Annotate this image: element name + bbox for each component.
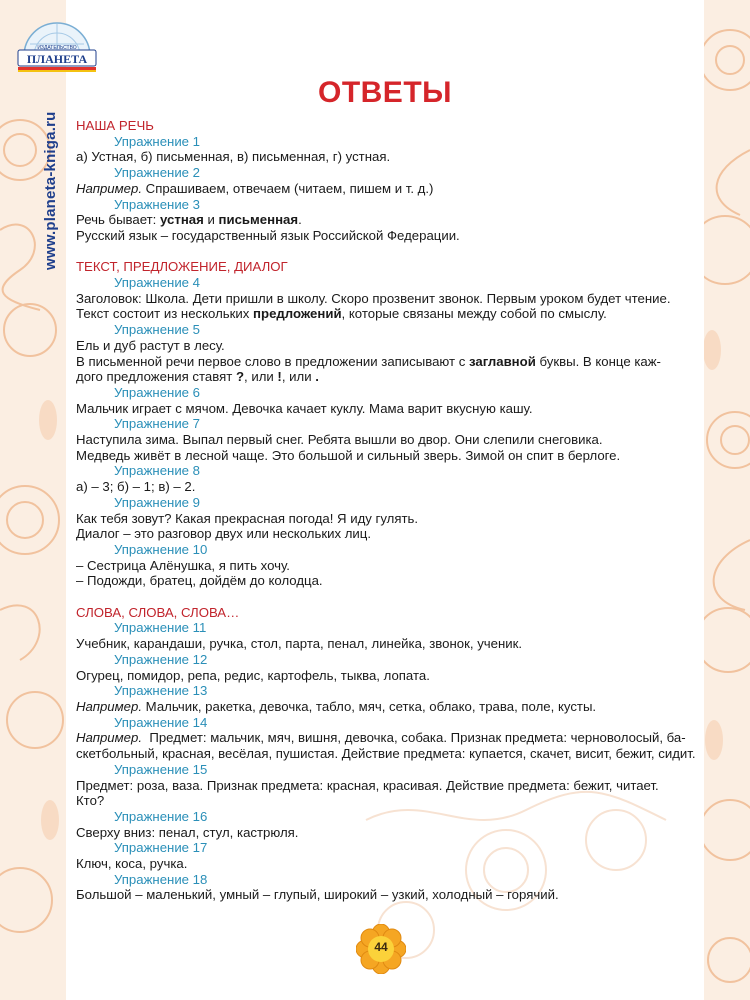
exercise-heading: Упражнение 2	[114, 165, 201, 181]
answer-line	[76, 212, 698, 228]
exercise-heading: Упражнение 11	[114, 620, 207, 636]
answer-line: а) – 3; б) – 1; в) – 2.	[76, 479, 196, 495]
bold-term: устная	[160, 212, 204, 228]
bold-term: предложений	[253, 306, 342, 322]
answer-line: – Подожди, братец, дойдём до колодца.	[76, 573, 323, 589]
answer-line: Диалог – это разговор двух или нескольких лиц.	[76, 526, 371, 542]
exercise-heading: Упражнение 16	[114, 808, 208, 824]
answer-line: Мальчик играет с мячом. Девочка качает куклу. Мама варит вкусную кашу.	[76, 400, 533, 416]
bold-term: !	[277, 369, 282, 385]
page-title: ОТВЕТЫ	[317, 76, 453, 109]
answer-text: Предмет: мальчик, мяч, вишня, девочка, собака. Признак предмета: черноволосый, ба-	[142, 730, 686, 746]
answer-line: скетбольный, красная, весёлая, пушистая. Действие предмета: купается, скачет, висит, бежит, сидит.	[76, 746, 696, 762]
answer-text: Спрашиваем, отвечаем (читаем, пишем и т. д.)	[142, 180, 434, 196]
answer-line: Русский язык – государственный язык Российской Федерации.	[76, 227, 460, 243]
answer-line	[76, 699, 698, 715]
answer-text: дого предложения ставят	[76, 369, 236, 385]
answers-content	[76, 118, 698, 903]
exercise-heading: Упражнение 5	[114, 322, 201, 338]
answer-line: Сверху вниз: пенал, стул, кастрюля.	[76, 824, 299, 840]
section-heading: НАША РЕЧЬ	[76, 118, 154, 133]
exercise-heading: Упражнение 17	[114, 840, 208, 856]
answer-line: Ель и дуб растут в лесу.	[76, 337, 225, 353]
exercise-heading: Упражнение 9	[114, 494, 201, 510]
exercise-heading: Упражнение 13	[114, 683, 208, 699]
exercise-heading: Упражнение 3	[114, 196, 201, 212]
answer-line: Заголовок: Школа. Дети пришли в школу. Скоро прозвенит звонок. Первым уроком будет чтение.	[76, 290, 671, 306]
answer-text: .	[298, 212, 302, 228]
answer-line	[76, 730, 698, 746]
bold-term: письменная	[218, 212, 299, 228]
answer-line: Учебник, карандаши, ручка, стол, парта, пенал, линейка, звонок, ученик.	[76, 636, 523, 652]
bold-term: заглавной	[468, 353, 536, 369]
bold-term: .	[315, 369, 319, 385]
answer-line: Наступила зима. Выпал первый снег. Ребята вышли во двор. Они слепили снеговика.	[76, 432, 603, 448]
answer-text: Речь бывает:	[76, 212, 161, 228]
answer-line: Кто?	[76, 793, 105, 809]
logo-subtext: ИЗДАТЕЛЬСТВО	[37, 45, 77, 51]
answer-text: , или	[281, 369, 316, 385]
exercise-heading: Упражнение 18	[114, 871, 208, 887]
exercise-heading: Упражнение 4	[114, 275, 201, 291]
bold-term: ?	[235, 369, 244, 385]
section-heading: СЛОВА, СЛОВА, СЛОВА…	[76, 604, 240, 620]
page-number: 44	[374, 940, 388, 954]
answer-line	[76, 354, 698, 370]
example-label: Например.	[76, 180, 143, 196]
answer-text: , которые связаны между собой по смыслу.	[341, 306, 607, 322]
example-label: Например.	[76, 730, 143, 746]
answer-line: Огурец, помидор, репа, редис, картофель, тыква, лопата.	[76, 667, 430, 683]
exercise-heading: Упражнение 7	[114, 416, 201, 432]
answer-text: и	[203, 212, 219, 228]
answer-text: , или	[244, 369, 278, 385]
answer-line: а) Устная, б) письменная, в) письменная, г) устная.	[76, 149, 391, 165]
publisher-logo	[14, 16, 100, 74]
exercise-heading: Упражнение 14	[114, 714, 208, 730]
exercise-heading: Упражнение 1	[114, 133, 201, 149]
answer-line	[76, 369, 698, 385]
answer-line	[76, 306, 698, 322]
section-heading: ТЕКСТ, ПРЕДЛОЖЕНИЕ, ДИАЛОГ	[76, 259, 288, 275]
answer-line: Предмет: роза, ваза. Признак предмета: красная, красивая. Действие предмета: бежит, читает.	[76, 777, 659, 793]
answer-line	[76, 181, 698, 197]
exercise-heading: Упражнение 6	[114, 384, 201, 400]
exercise-heading: Упражнение 15	[114, 761, 208, 777]
answer-text: буквы. В конце каж-	[535, 353, 661, 369]
logo-text: ПЛАНЕТА	[26, 52, 88, 66]
answer-text: Мальчик, ракетка, девочка, табло, мяч, сетка, облако, трава, поле, кусты.	[142, 698, 597, 714]
exercise-heading: Упражнение 8	[114, 463, 201, 479]
exercise-heading: Упражнение 10	[114, 541, 208, 557]
answer-line: – Сестрица Алёнушка, я пить хочу.	[76, 557, 290, 573]
exercise-heading: Упражнение 12	[114, 651, 208, 667]
answer-text: В письменной речи первое слово в предложении записывают с	[76, 353, 469, 369]
answer-line: Большой – маленький, умный – глупый, широкий – узкий, холодный – горячий.	[76, 887, 559, 903]
example-label: Например.	[76, 698, 143, 714]
answer-text: Текст состоит из нескольких	[76, 306, 254, 322]
answer-line: Медведь живёт в лесной чаще. Это большой и сильный зверь. Зимой он спит в берлоге.	[76, 447, 621, 463]
answer-line: Как тебя зовут? Какая прекрасная погода! Я иду гулять.	[76, 510, 419, 526]
website-url: www.planeta-kniga.ru	[42, 111, 59, 270]
answer-line: Ключ, коса, ручка.	[76, 856, 188, 872]
